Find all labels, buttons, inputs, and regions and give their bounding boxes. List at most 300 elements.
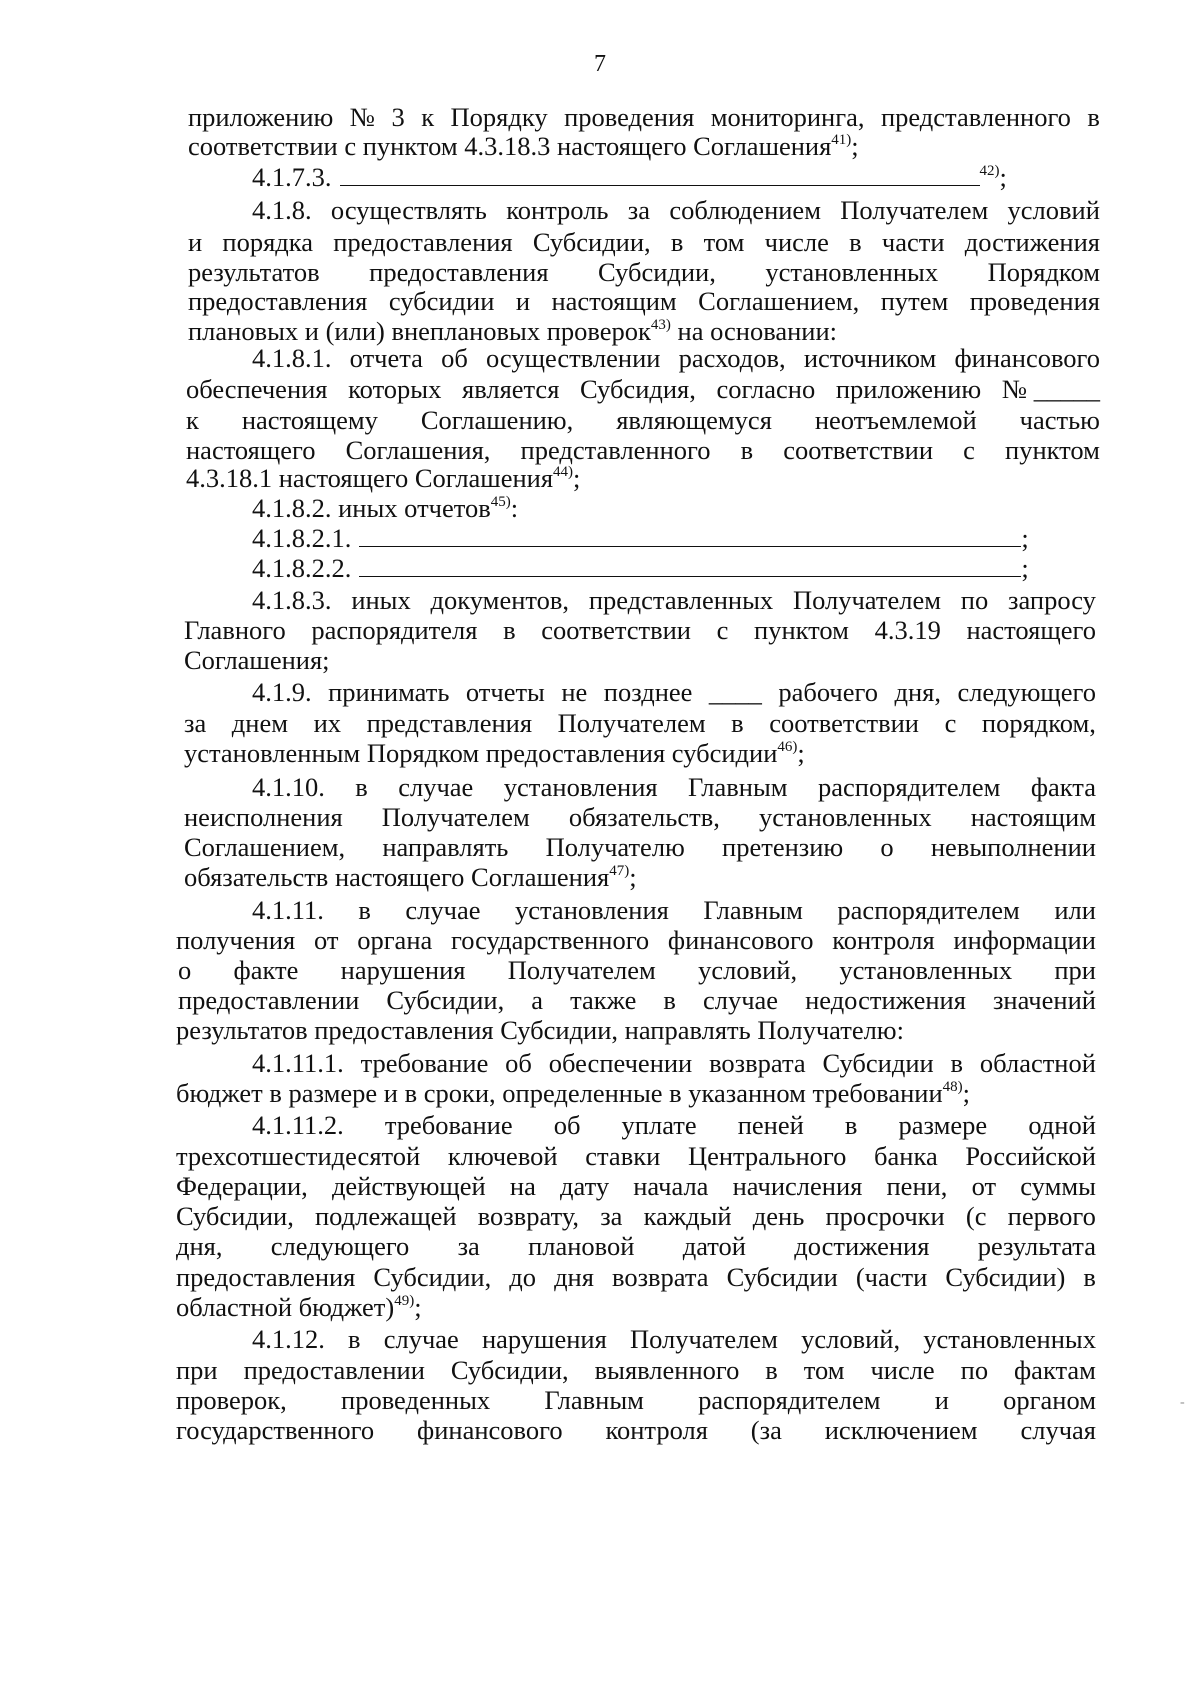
word: до: [509, 1262, 537, 1292]
line-suffix: ;: [797, 738, 805, 768]
word: 4.1.8.1.: [252, 343, 332, 373]
footnote-ref: 46): [777, 739, 798, 755]
line-text: 4.1.8.2.2.: [252, 553, 352, 583]
word: их: [313, 708, 341, 738]
word: установленных: [758, 802, 932, 832]
word: отчеты: [465, 677, 545, 707]
word: пени,: [886, 1171, 948, 1201]
word: о: [880, 832, 894, 862]
text-line: [176, 1414, 1096, 1446]
text-line: [252, 492, 518, 524]
word: или: [1054, 895, 1096, 925]
line-suffix: на основании:: [670, 316, 838, 346]
word: также: [570, 985, 637, 1015]
word: принимать: [328, 677, 450, 707]
word: предоставления: [188, 286, 368, 316]
word: Главным: [687, 772, 788, 802]
word: к: [421, 102, 435, 132]
word: контроля: [832, 925, 935, 955]
word: фактам: [1014, 1355, 1096, 1385]
word: обязательств,: [568, 802, 720, 832]
word: предоставления: [333, 227, 513, 257]
word: 4.1.8.: [252, 195, 312, 225]
word: пунктом: [754, 615, 849, 645]
word: за: [184, 708, 207, 738]
word: расходов,: [678, 343, 786, 373]
word: претензию: [722, 832, 844, 862]
word: финансового: [667, 925, 814, 955]
fill-in-blank: [359, 554, 1021, 577]
word: невыполнении: [930, 832, 1096, 862]
text-line: [252, 771, 1096, 803]
word: (за: [750, 1415, 782, 1445]
word: № _____: [1001, 374, 1100, 404]
word: дня,: [176, 1231, 223, 1261]
word: 4.1.11.: [252, 895, 324, 925]
text-line: [176, 924, 1096, 956]
text-line: [252, 522, 1029, 554]
word: с: [716, 615, 729, 645]
text-line: [176, 1291, 422, 1323]
word: по: [960, 585, 989, 615]
word: 4.1.10.: [252, 772, 325, 802]
word: числе: [764, 227, 829, 257]
word: соответствии: [769, 708, 919, 738]
word: представленного: [520, 435, 711, 465]
word: предоставлении: [178, 985, 360, 1015]
word: неотъемлемой: [814, 405, 977, 435]
word: настоящим: [551, 286, 677, 316]
text-line: [178, 984, 1096, 1016]
word: Соглашением,: [184, 832, 346, 862]
footnote-ref: 43): [650, 317, 671, 333]
word: возврату,: [477, 1201, 580, 1231]
word: за: [457, 1231, 480, 1261]
text-line: [184, 614, 1096, 646]
word: факта: [1030, 772, 1096, 802]
word: 4.1.12.: [252, 1324, 325, 1354]
word: условий,: [801, 1324, 901, 1354]
word: обеспечения: [186, 374, 328, 404]
word: Получателем: [629, 1324, 778, 1354]
text-line: [184, 737, 805, 769]
word: представленных: [588, 585, 774, 615]
text-line: [252, 676, 1096, 708]
line-text: областной бюджет): [176, 1292, 395, 1322]
word: размере: [898, 1110, 988, 1140]
word: 4.1.8.3.: [252, 585, 332, 615]
line-suffix: :: [510, 493, 519, 523]
word: и: [515, 286, 531, 316]
word: дату: [560, 1171, 610, 1201]
word: Главным: [703, 895, 803, 925]
line-text: 4.1.8.2. иных отчетов: [252, 493, 491, 523]
word: Получателем: [792, 585, 941, 615]
word: от: [971, 1171, 997, 1201]
page-number: 7: [594, 51, 606, 77]
word: осуществлении: [486, 343, 661, 373]
word: с: [944, 708, 957, 738]
line-suffix: ;: [851, 131, 859, 161]
word: согласно: [716, 374, 816, 404]
text-line: [188, 256, 1100, 288]
word: том: [703, 227, 745, 257]
word: Получателем: [381, 802, 530, 832]
word: пеней: [737, 1110, 804, 1140]
fill-in-blank: [359, 524, 1021, 547]
word: в: [1083, 1262, 1096, 1292]
word: Субсидии,: [176, 1201, 294, 1231]
word: в: [348, 1324, 361, 1354]
word: порядком,: [981, 708, 1096, 738]
word: одной: [1028, 1110, 1096, 1140]
word: Субсидии: [726, 1262, 838, 1292]
word: случае: [398, 772, 474, 802]
word: Субсидии,: [598, 257, 716, 287]
word: начисления: [732, 1171, 863, 1201]
word: ____: [708, 677, 762, 707]
word: случае: [405, 895, 481, 925]
word: от: [313, 925, 339, 955]
word: случая: [1020, 1415, 1096, 1445]
line-text: 4.1.8.2.1.: [252, 523, 352, 553]
word: первого: [1007, 1201, 1096, 1231]
line-text: соответствии с пунктом 4.3.18.3 настоящего Соглашения: [188, 131, 832, 161]
word: настоящим: [970, 802, 1096, 832]
word: финансового: [417, 1415, 563, 1445]
word: Субсидии,: [450, 1355, 569, 1385]
word: результата: [977, 1231, 1096, 1261]
word: Центрального: [687, 1141, 847, 1171]
line-suffix: ;: [1021, 553, 1029, 583]
word: распорядителем: [698, 1385, 881, 1415]
word: требование: [384, 1110, 513, 1140]
word: части: [881, 227, 945, 257]
text-line: [176, 1354, 1096, 1386]
word: условий,: [698, 955, 798, 985]
word: при: [1054, 955, 1096, 985]
word: приложению: [835, 374, 982, 404]
word: 4.3.19: [874, 615, 941, 645]
word: каждый: [643, 1201, 732, 1231]
text-line: [176, 1261, 1096, 1293]
word: органа: [357, 925, 433, 955]
word: является: [462, 374, 560, 404]
word: подлежащей: [314, 1201, 457, 1231]
word: Федерации,: [176, 1171, 308, 1201]
word: предоставлении: [243, 1355, 425, 1385]
footnote-ref: 47): [609, 863, 630, 879]
text-line: [188, 226, 1100, 258]
word: государственного: [176, 1415, 375, 1445]
word: распорядителем: [837, 895, 1020, 925]
line-suffix: ;: [999, 162, 1007, 192]
word: представления: [366, 708, 533, 738]
word: представленного: [880, 102, 1071, 132]
word: а: [531, 985, 544, 1015]
word: соответствии: [783, 435, 934, 465]
word: Субсидии,: [373, 1262, 492, 1292]
word: случае: [702, 985, 779, 1015]
word: документов,: [430, 585, 570, 615]
line-text: результатов предоставления Субсидии, направлять Получателю:: [176, 1015, 904, 1045]
text-line: [188, 130, 859, 162]
line-suffix: ;: [629, 862, 637, 892]
word: путем: [880, 286, 949, 316]
word: в: [740, 435, 754, 465]
word: требование: [360, 1048, 489, 1078]
word: настоящего: [186, 435, 316, 465]
text-line: [252, 894, 1096, 926]
line-suffix: ;: [573, 463, 581, 493]
word: финансового: [954, 343, 1100, 373]
word: Получателем: [840, 195, 989, 225]
word: трехсотшестидесятой: [176, 1141, 421, 1171]
word: возврата: [611, 1262, 709, 1292]
word: начала: [633, 1171, 709, 1201]
word: случае: [383, 1324, 459, 1354]
text-line: [252, 161, 1007, 193]
word: нарушения: [481, 1324, 607, 1354]
text-line: [252, 1047, 1096, 1079]
word: настоящего: [966, 615, 1096, 645]
footnote-ref: 41): [831, 132, 852, 148]
word: проведенных: [341, 1385, 491, 1415]
line-text: 4.3.18.1 настоящего Соглашения: [186, 463, 554, 493]
word: Субсидии,: [532, 227, 651, 257]
word: запросу: [1008, 585, 1096, 615]
word: установления: [503, 772, 658, 802]
word: которых: [348, 374, 442, 404]
word: распорядителя: [311, 615, 478, 645]
text-line: [184, 644, 330, 676]
text-line: [176, 1384, 1096, 1416]
word: в: [844, 1110, 858, 1140]
word: информации: [953, 925, 1096, 955]
word: и: [188, 227, 203, 257]
word: настоящему: [241, 405, 378, 435]
word: осуществлять: [330, 195, 487, 225]
word: в: [1087, 102, 1100, 132]
word: приложению: [188, 102, 334, 132]
word: день: [752, 1201, 805, 1231]
word: органом: [1003, 1385, 1096, 1415]
word: просрочки: [825, 1201, 945, 1231]
word: об: [505, 1048, 532, 1078]
word: Субсидии,: [386, 985, 505, 1015]
word: Российской: [965, 1141, 1096, 1171]
word: неисполнения: [184, 802, 343, 832]
word: банка: [874, 1141, 938, 1171]
footnote-ref: 48): [942, 1079, 963, 1095]
word: Получателем: [507, 955, 656, 985]
word: направлять: [382, 832, 509, 862]
word: дня,: [894, 677, 941, 707]
word: следующего: [957, 677, 1096, 707]
text-line: [252, 194, 1100, 226]
word: источником: [803, 343, 937, 373]
text-line: [252, 1323, 1096, 1355]
word: субсидии: [388, 286, 495, 316]
word: выявленного: [594, 1355, 740, 1385]
word: контроля: [605, 1415, 708, 1445]
text-line: [184, 831, 1096, 863]
word: действующей: [331, 1171, 486, 1201]
text-line: [252, 1109, 1096, 1141]
word: контроль: [506, 195, 609, 225]
word: недостижения: [805, 985, 966, 1015]
word: Соглашением,: [698, 286, 860, 316]
line-text: Соглашения;: [184, 645, 330, 675]
footnote-ref: 45): [490, 494, 511, 510]
word: факте: [233, 955, 299, 985]
text-line: [176, 1077, 970, 1109]
word: исключением: [824, 1415, 978, 1445]
word: днем: [231, 708, 288, 738]
word: в: [503, 615, 516, 645]
word: плановой: [528, 1231, 635, 1261]
word: установленных: [839, 955, 1013, 985]
word: государственного: [451, 925, 650, 955]
word: в: [765, 1355, 778, 1385]
word: предоставления: [176, 1262, 356, 1292]
line-text: бюджет в размере и в сроки, определенные в указанном требовании: [176, 1078, 943, 1108]
line-text: 4.1.7.3.: [252, 162, 332, 192]
text-line: [176, 1140, 1096, 1172]
word: Субсидии: [822, 1048, 934, 1078]
line-text: установленным Порядком предоставления субсидии: [184, 738, 778, 768]
word: 3: [391, 102, 405, 132]
footnote-ref: 49): [394, 1293, 415, 1309]
word: (части: [855, 1262, 928, 1292]
text-line: [252, 584, 1096, 616]
word: соответствии: [541, 615, 691, 645]
fill-in-blank: [340, 163, 980, 186]
footnote-ref: 44): [553, 464, 574, 480]
word: Соглашения,: [345, 435, 491, 465]
word: Главным: [544, 1385, 644, 1415]
word: Соглашению,: [420, 405, 574, 435]
word: позднее: [603, 677, 693, 707]
text-line: [176, 1014, 904, 1046]
word: уплате: [621, 1110, 697, 1140]
word: по: [960, 1355, 989, 1385]
word: достижения: [964, 227, 1100, 257]
word: мониторинга,: [710, 102, 865, 132]
word: в: [670, 227, 684, 257]
word: в: [731, 708, 744, 738]
word: областной: [979, 1048, 1096, 1078]
footnote-ref: 42): [979, 163, 1000, 179]
word: отчета: [349, 343, 423, 373]
word: соблюдением: [669, 195, 821, 225]
word: порядка: [222, 227, 314, 257]
line-suffix: ;: [1021, 523, 1029, 553]
word: рабочего: [778, 677, 878, 707]
word: Субсидия,: [580, 374, 696, 404]
word: нарушения: [340, 955, 466, 985]
word: значений: [992, 985, 1096, 1015]
margin-dot: -: [1180, 1395, 1185, 1410]
word: при: [176, 1355, 218, 1385]
word: установления: [515, 895, 669, 925]
word: об: [553, 1110, 581, 1140]
word: Порядком: [987, 257, 1100, 287]
text-line: [176, 1200, 1096, 1232]
text-line: [186, 462, 580, 494]
line-suffix: ;: [962, 1078, 970, 1108]
word: установленных: [765, 257, 939, 287]
word: суммы: [1020, 1171, 1096, 1201]
word: (с: [965, 1201, 987, 1231]
word: следующего: [270, 1231, 410, 1261]
line-text: плановых и (или) внеплановых проверок: [188, 316, 651, 346]
word: иных: [351, 585, 411, 615]
word: обеспечении: [548, 1048, 693, 1078]
text-line: [186, 373, 1100, 405]
text-line: [252, 552, 1029, 584]
text-line: [188, 285, 1100, 317]
word: установленных: [923, 1324, 1096, 1354]
text-line: [176, 1170, 1096, 1202]
word: в: [663, 985, 676, 1015]
word: 4.1.11.2.: [252, 1110, 344, 1140]
word: Получателю: [545, 832, 685, 862]
word: дня: [554, 1262, 594, 1292]
word: за: [627, 195, 651, 225]
word: проверок,: [176, 1385, 287, 1415]
text-line: [184, 707, 1096, 739]
word: не: [561, 677, 588, 707]
word: в: [950, 1048, 964, 1078]
word: достижения: [794, 1231, 930, 1261]
word: пунктом: [1005, 435, 1100, 465]
text-line: [176, 1230, 1096, 1262]
word: о: [178, 955, 192, 985]
word: Субсидии): [945, 1262, 1066, 1292]
word: в: [355, 772, 368, 802]
word: результатов: [188, 257, 320, 287]
text-line: [188, 101, 1100, 133]
text-line: [184, 861, 637, 893]
word: в: [849, 227, 862, 257]
word: возврата: [709, 1048, 806, 1078]
word: ключевой: [447, 1141, 558, 1171]
line-suffix: ;: [414, 1292, 422, 1322]
word: числе: [870, 1355, 935, 1385]
word: получения: [176, 925, 296, 955]
word: ставки: [585, 1141, 661, 1171]
word: №: [349, 102, 376, 132]
word: проведения: [969, 286, 1100, 316]
word: распорядителем: [818, 772, 1001, 802]
word: Получателем: [557, 708, 706, 738]
text-line: [184, 801, 1096, 833]
word: предоставления: [369, 257, 549, 287]
text-line: [252, 342, 1100, 374]
text-line: [186, 404, 1100, 436]
word: и: [934, 1385, 949, 1415]
word: условий: [1007, 195, 1100, 225]
word: с: [963, 435, 975, 465]
line-text: обязательств настоящего Соглашения: [184, 862, 610, 892]
word: датой: [682, 1231, 746, 1261]
word: в: [358, 895, 371, 925]
word: Порядку: [450, 102, 548, 132]
word: 4.1.9.: [252, 677, 312, 707]
word: на: [509, 1171, 536, 1201]
text-line: [178, 954, 1096, 986]
